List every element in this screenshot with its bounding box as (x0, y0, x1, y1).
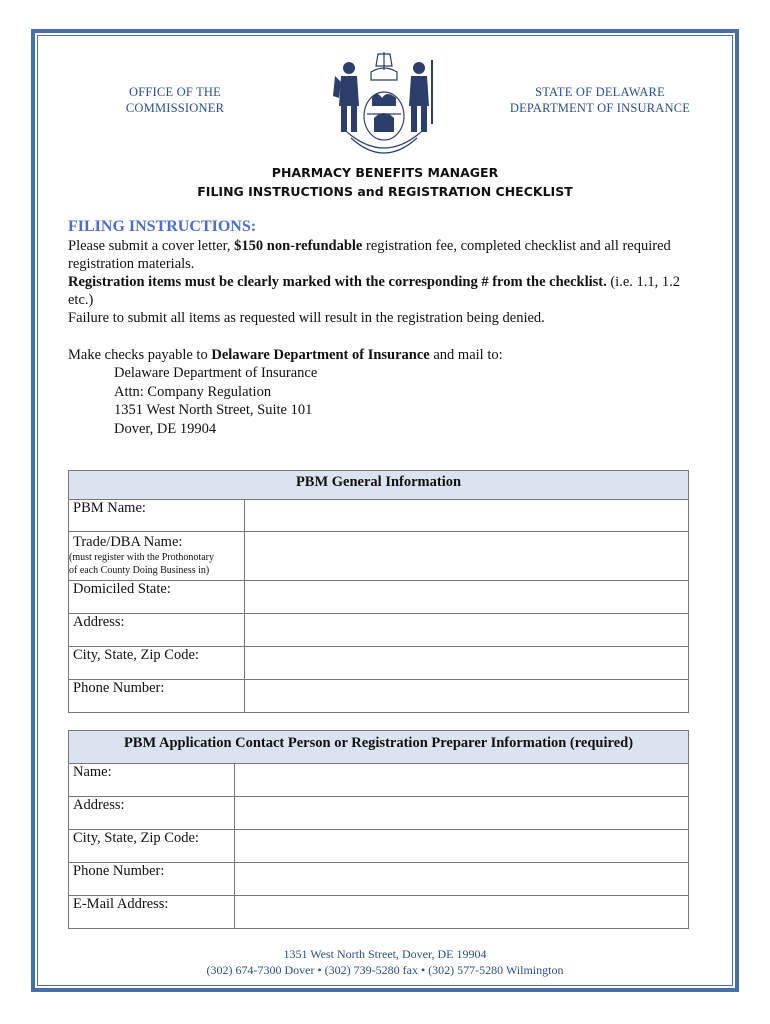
office-line1: OFFICE OF THE (129, 85, 221, 99)
trade-name-label (69, 532, 245, 581)
trade-name-note-1: (must register with the Prothonotary (69, 552, 214, 563)
contact-info-heading: PBM Application Contact Person or Registration Preparer Information (required) (69, 731, 689, 764)
domiciled-state-label: Domiciled State: (69, 581, 245, 614)
footer-phones: (302) 674-7300 Dover • (302) 739-5280 fax • (302) 577-5280 Wilmington (206, 963, 564, 977)
address-line-3: 1351 West North Street, Suite 101 (114, 402, 313, 418)
instructions-paragraph-2 (68, 273, 708, 309)
contact-name-label: Name: (69, 764, 235, 797)
pbm-name-label: PBM Name: (69, 500, 245, 532)
address-line-1: Delaware Department of Insurance (114, 365, 318, 381)
p1-text-a: Please submit a cover letter, (68, 238, 235, 254)
mailing-address (114, 364, 317, 438)
pbm-name-field[interactable] (245, 500, 689, 532)
phone-field[interactable] (245, 680, 689, 713)
contact-address-label: Address: (69, 797, 235, 830)
pbm-general-info-table (68, 470, 689, 713)
p1-text-c: registration fee, completed checklist and all required registration materials. (68, 238, 671, 272)
address-field[interactable] (245, 614, 689, 647)
p1-fee: $150 non-refundable (234, 238, 363, 254)
department-line2: DEPARTMENT OF INSURANCE (509, 101, 691, 115)
address-line-2: Attn: Company Regulation (114, 383, 272, 400)
contact-phone-field[interactable] (235, 863, 689, 896)
office-header (120, 84, 230, 116)
contact-city-state-zip-label: City, State, Zip Code: (69, 830, 235, 863)
contact-email-label: E-Mail Address: (69, 896, 235, 929)
document-subtitle: FILING INSTRUCTIONS and REGISTRATION CHECKLIST (197, 184, 573, 199)
phone-label: Phone Number: (69, 680, 245, 713)
trade-name-note-2: of each County Doing Business in) (69, 565, 210, 576)
city-state-zip-label: City, State, Zip Code: (69, 647, 245, 680)
address-label: Address: (69, 614, 245, 647)
instructions-paragraph-3: Failure to submit all items as requested will result in the registration being denied. (68, 310, 545, 326)
p4-text-c: and mail to: (429, 347, 503, 363)
p4-text-a: Make checks payable to (68, 347, 212, 363)
contact-email-field[interactable] (235, 896, 689, 929)
instructions-paragraph-1 (68, 237, 708, 273)
p4-payee: Delaware Department of Insurance (211, 347, 430, 363)
department-line1: STATE OF DELAWARE (535, 85, 665, 99)
filing-instructions-heading: FILING INSTRUCTIONS: (68, 218, 257, 235)
contact-name-field[interactable] (235, 764, 689, 797)
office-line2: COMMISSIONER (125, 101, 225, 115)
city-state-zip-field[interactable] (245, 647, 689, 680)
contact-person-table (68, 730, 689, 929)
trade-name-label-text: Trade/DBA Name: (73, 534, 183, 550)
delaware-seal-icon (327, 46, 441, 158)
general-info-heading: PBM General Information (69, 471, 689, 500)
contact-city-state-zip-field[interactable] (235, 830, 689, 863)
address-line-4: Dover, DE 19904 (114, 420, 217, 437)
trade-name-field[interactable] (245, 532, 689, 581)
contact-address-field[interactable] (235, 797, 689, 830)
footer-address: 1351 West North Street, Dover, DE 19904 (283, 947, 487, 961)
instructions-paragraph-4 (68, 346, 708, 364)
document-title: PHARMACY BENEFITS MANAGER (271, 165, 499, 180)
contact-phone-label: Phone Number: (69, 863, 235, 896)
domiciled-state-field[interactable] (245, 581, 689, 614)
p2-example: (i.e. 1.1, 1.2 etc.) (68, 274, 681, 308)
p2-bold: Registration items must be clearly marked with the corresponding # from the checklist. (68, 274, 607, 290)
department-header (490, 84, 710, 116)
